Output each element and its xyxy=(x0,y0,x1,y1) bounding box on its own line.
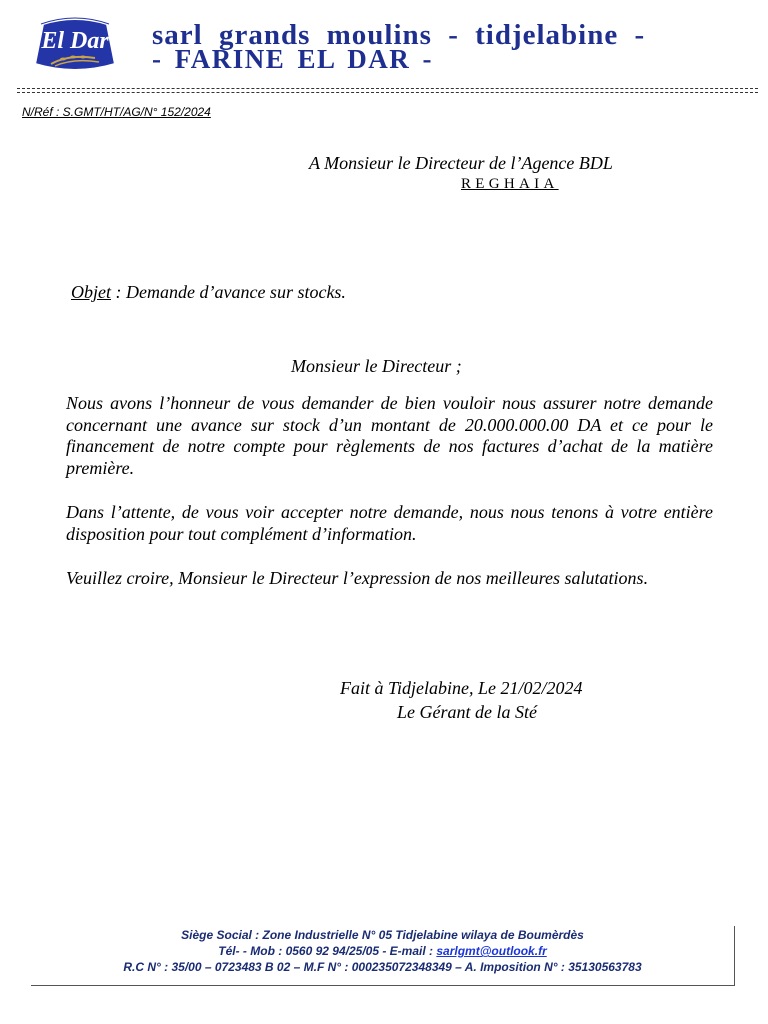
footer-address: Siège Social : Zone Industrielle N° 05 Tidjelabine wilaya de Boumèrdès xyxy=(181,928,584,942)
reference-number: N/Réf : S.GMT/HT/AG/N° 152/2024 xyxy=(22,105,211,119)
company-name: sarl grands moulins - tidjelabine - xyxy=(152,19,646,51)
subject-text: : Demande d’avance sur stocks. xyxy=(111,282,346,302)
recipient-line: A Monsieur le Directeur de l’Agence BDL xyxy=(309,153,613,173)
body-paragraph: Dans l’attente, de vous voir accepter notre demande, nous nous tenons à votre entière disposition pour tout complément d’information. xyxy=(66,502,713,544)
company-logo xyxy=(29,14,121,78)
footer-contact xyxy=(31,944,734,958)
subject-label: Objet xyxy=(71,282,111,302)
logo-text: El Dar xyxy=(41,28,109,54)
header-divider xyxy=(17,88,758,89)
closing-paragraph: Veuillez croire, Monsieur le Directeur l’expression de nos meilleures salutations. xyxy=(66,568,649,588)
recipient-city: REGHAIA xyxy=(461,176,559,192)
email-link[interactable]: sarlgmt@outlook.fr xyxy=(436,944,547,958)
footer-phone: Tél- - Mob : 0560 92 94/25/05 - E-mail : xyxy=(218,944,437,958)
signatory-title: Le Gérant de la Sté xyxy=(397,702,537,722)
company-brand: - FARINE EL DAR - xyxy=(152,44,434,74)
subject-line xyxy=(71,282,346,303)
salutation: Monsieur le Directeur ; xyxy=(291,356,462,376)
place-and-date: Fait à Tidjelabine, Le 21/02/2024 xyxy=(340,678,583,698)
footer-registration: R.C N° : 35/00 – 0723483 B 02 – M.F N° : 000235072348349 – A. Imposition N° : 35130563783 xyxy=(123,960,642,974)
body-paragraph: Nous avons l’honneur de vous demander de bien vouloir nous assurer notre demande concernant une avance sur stock d’un montant de 20.000.000.00 DA et ce pour le financement de notre compte pour règlements de nos factures d’achat de la matière première. xyxy=(66,393,713,478)
header-divider xyxy=(17,92,758,93)
